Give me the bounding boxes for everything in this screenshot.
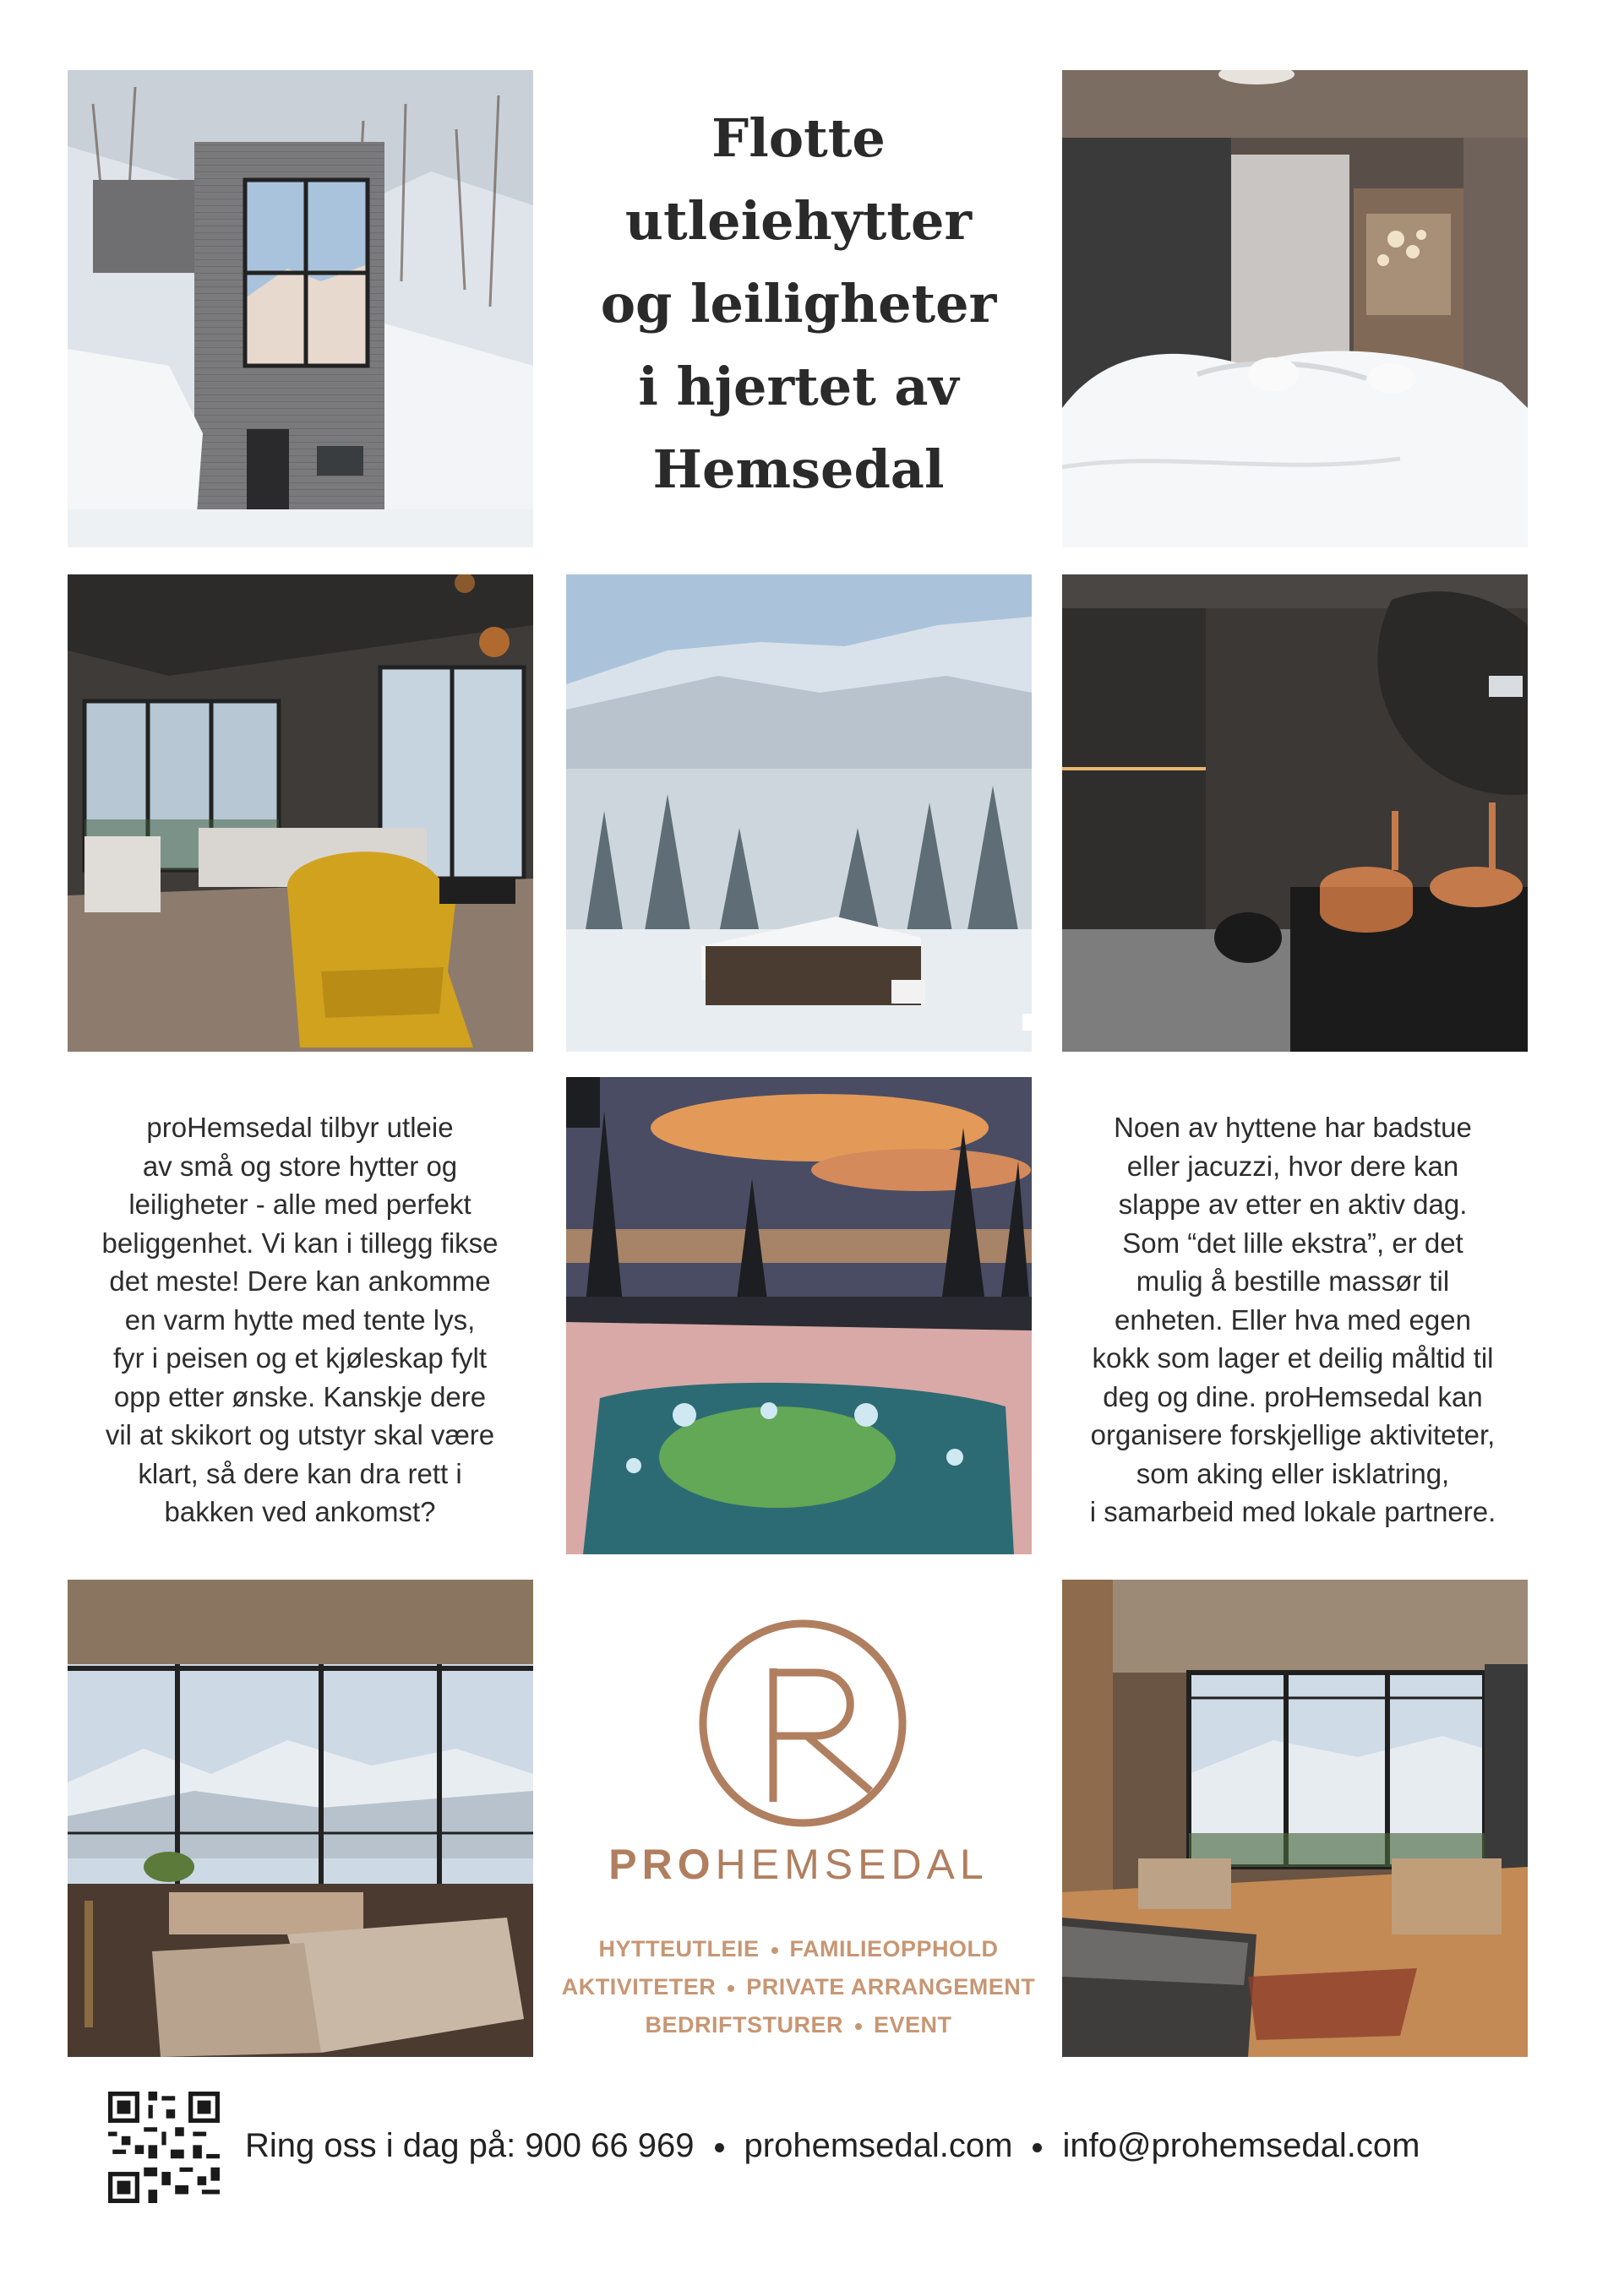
paragraph-line: klart, så dere kan dra rett i (138, 1457, 462, 1489)
tagline-item: AKTIVITETER (561, 1974, 717, 1999)
headline-line: i hjertet av (638, 356, 959, 417)
paragraph-line: beliggenhet. Vi kan i tillegg fikse (101, 1227, 499, 1259)
paragraph-line: fyr i peisen og et kjøleskap fylt (112, 1342, 488, 1374)
photo-modern-cabin-snow (68, 70, 533, 547)
headline-line: og leiligheter (600, 273, 997, 335)
bullet-icon (715, 2143, 724, 2152)
paragraph-line: slappe av etter en aktiv dag. (1118, 1189, 1468, 1220)
paragraph-line: det meste! Dere kan ankomme (109, 1265, 491, 1297)
paragraph-line: kokk som lager et deilig måltid til (1092, 1342, 1494, 1374)
brand-name (583, 1840, 1014, 1889)
bullet-icon (1033, 2143, 1042, 2152)
tagline-item: EVENT (873, 2012, 952, 2038)
email-link[interactable]: info@prohemsedal.com (1062, 2127, 1420, 2164)
bullet-icon (771, 1947, 778, 1954)
paragraph-line: deg og dine. proHemsedal kan (1103, 1380, 1483, 1412)
headline-line: Hemsedal (652, 438, 945, 500)
prohemsedal-logo-icon (689, 1609, 917, 1837)
paragraph-line: organisere forskjellige aktiviteter, (1090, 1419, 1496, 1450)
photo-bathroom (1062, 574, 1528, 1052)
paragraph-line: proHemsedal tilbyr utleie (146, 1112, 454, 1143)
bullet-icon (728, 1985, 734, 1992)
tagline-item: FAMILIEOPPHOLD (789, 1936, 999, 1961)
contact-footer (245, 2127, 1420, 2165)
tagline-row (541, 1936, 1056, 1962)
tagline-item: HYTTEUTLEIE (598, 1936, 760, 1961)
paragraph-line: vil at skikort og utstyr skal være (105, 1419, 495, 1450)
headline-line: Flotte (711, 107, 886, 169)
paragraph-line: Noen av hyttene har badstue (1114, 1112, 1472, 1143)
brand-name-bold: PRO (608, 1841, 716, 1888)
paragraph-line: leiligheter - alle med perfekt (128, 1189, 471, 1220)
paragraph-line: mulig å bestille massør til (1136, 1265, 1450, 1297)
paragraph-line: enheten. Eller hva med egen (1115, 1303, 1471, 1336)
paragraph-line: en varm hytte med tente lys, (124, 1303, 476, 1336)
headline-line: utleiehytter (624, 190, 973, 252)
tagline-row (541, 2012, 1056, 2038)
photo-bedroom-lounge (1062, 1580, 1528, 2057)
photo-bedroom (1062, 70, 1528, 547)
paragraph-line: opp etter ønske. Kanskje dere (113, 1380, 487, 1412)
paragraph-line: Som “det lille ekstra”, er det (1122, 1227, 1463, 1259)
bullet-icon (855, 2023, 862, 2030)
phone-link[interactable]: Ring oss i dag på: 900 66 969 (245, 2127, 695, 2164)
photo-snowy-cabin-mountains (566, 574, 1032, 1052)
paragraph-line: bakken ved ankomst? (164, 1496, 436, 1527)
qr-code-icon[interactable] (108, 2092, 220, 2203)
photo-panoramic-lounge (68, 1580, 533, 2057)
amenities-paragraph (1056, 1108, 1529, 1532)
brand-name-rest: HEMSEDAL (715, 1841, 989, 1888)
website-link[interactable]: prohemsedal.com (744, 2127, 1013, 2164)
paragraph-line: eller jacuzzi, hvor dere kan (1126, 1150, 1459, 1182)
tagline-item: PRIVATE ARRANGEMENT (746, 1974, 1036, 1999)
paragraph-line: som aking eller isklatring, (1136, 1457, 1450, 1489)
tagline-row (541, 1974, 1056, 2000)
headline (583, 97, 1014, 511)
intro-paragraph (63, 1108, 537, 1532)
photo-living-room (68, 574, 533, 1052)
photo-jacuzzi-sunset (566, 1077, 1032, 1554)
tagline-item: BEDRIFTSTURER (645, 2012, 843, 2038)
paragraph-line: av små og store hytter og (142, 1150, 458, 1182)
paragraph-line: i samarbeid med lokale partnere. (1089, 1496, 1496, 1527)
